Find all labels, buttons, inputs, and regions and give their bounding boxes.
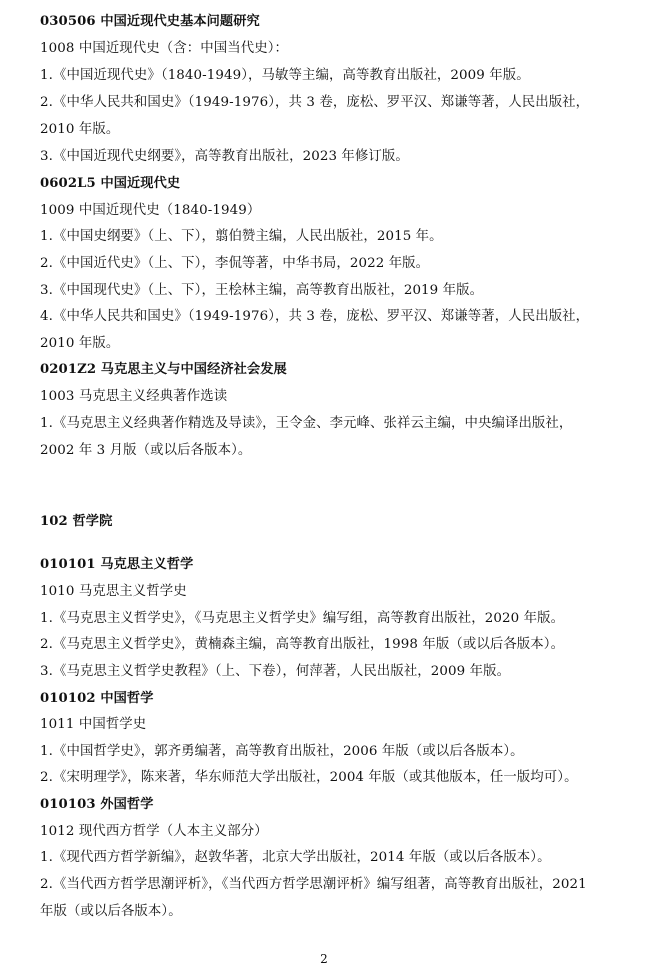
reference-item: 2.《中国近代史》（上、下），李侃等著，中华书局，2022 年版。 — [40, 256, 430, 271]
reference-item: 3.《马克思主义哲学史教程》（上、下卷），何萍著，人民出版社，2009 年版。 — [40, 664, 511, 679]
section-heading: 0201Z2 马克思主义与中国经济社会发展 — [40, 362, 287, 377]
reference-item: 1.《中国哲学史》，郭齐勇编著，高等教育出版社，2006 年版（或以后各版本）。 — [40, 744, 524, 759]
section-heading: 010102 中国哲学 — [40, 691, 154, 706]
reference-item: 1.《中国史纲要》（上、下），翦伯赞主编，人民出版社，2015 年。 — [40, 229, 443, 244]
reference-item-continuation: 2010 年版。 — [40, 336, 120, 351]
reference-item: 2.《中华人民共和国史》（1949-1976），共 3 卷，庞松、罗平汉、郑谦等著，人民出版社， — [40, 95, 590, 110]
reference-item: 3.《中国近现代史纲要》，高等教育出版社，2023 年修订版。 — [40, 149, 409, 164]
subject-line: 1003 马克思主义经典著作选读 — [40, 389, 228, 404]
reference-item: 4.《中华人民共和国史》（1949-1976），共 3 卷，庞松、罗平汉、郑谦等著，人民出版社， — [40, 309, 590, 324]
reference-item-continuation: 2010 年版。 — [40, 122, 120, 137]
reference-item: 2.《当代西方哲学思潮评析》，《当代西方哲学思潮评析》编写组著，高等教育出版社，2021 — [40, 877, 587, 892]
section-heading: 010101 马克思主义哲学 — [40, 557, 194, 572]
section-heading: 0602L5 中国近现代史 — [40, 176, 181, 191]
reference-item-continuation: 年版（或以后各版本）。 — [40, 904, 182, 919]
section-heading: 030506 中国近现代史基本问题研究 — [40, 14, 260, 29]
reference-item: 3.《中国现代史》（上、下），王桧林主编，高等教育出版社，2019 年版。 — [40, 283, 484, 298]
section-heading: 010103 外国哲学 — [40, 797, 154, 812]
reference-item: 1.《马克思主义经典著作精选及导读》，王令金、李元峰、张祥云主编，中央编译出版社， — [40, 416, 573, 431]
reference-item: 1.《现代西方哲学新编》，赵敦华著，北京大学出版社，2014 年版（或以后各版本）。 — [40, 850, 551, 865]
subject-line: 1012 现代西方哲学（人本主义部分） — [40, 824, 268, 839]
page-number: 2 — [320, 952, 328, 966]
subject-line: 1009 中国近现代史（1840-1949） — [40, 203, 261, 218]
reference-item: 1.《中国近现代史》（1840-1949），马敏等主编，高等教育出版社，2009 年版。 — [40, 68, 530, 83]
reference-item-continuation: 2002 年 3 月版（或以后各版本）。 — [40, 443, 252, 458]
subject-line: 1008 中国近现代史（含：中国当代史）： — [40, 41, 288, 56]
subject-line: 1010 马克思主义哲学史 — [40, 584, 187, 599]
college-heading: 102 哲学院 — [40, 514, 113, 529]
reference-item: 1.《马克思主义哲学史》，《马克思主义哲学史》编写组，高等教育出版社，2020 年版。 — [40, 611, 565, 626]
reference-item: 2.《宋明理学》，陈来著，华东师范大学出版社，2004 年版（或其他版本，任一版均可）。 — [40, 770, 578, 785]
subject-line: 1011 中国哲学史 — [40, 717, 147, 732]
reference-item: 2.《马克思主义哲学史》，黄楠森主编，高等教育出版社，1998 年版（或以后各版本）。 — [40, 637, 565, 652]
